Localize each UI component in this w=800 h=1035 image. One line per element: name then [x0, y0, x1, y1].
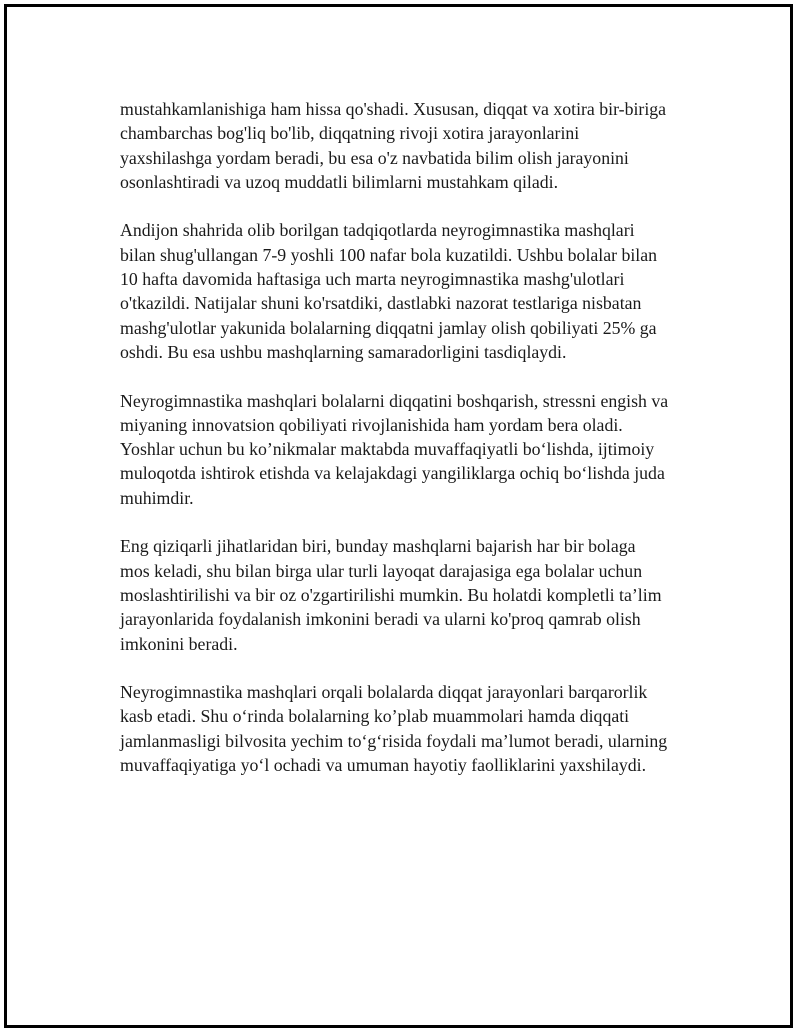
text-line: osonlashtiradi va uzoq muddatli bilimlarni mustahkam qiladi. — [120, 171, 559, 192]
text-line: bilan shug'ullangan 7-9 yoshli 100 nafar bola kuzatildi. Ushbu bolalar bilan — [120, 244, 658, 265]
document-page — [4, 4, 793, 1028]
text-line: miyaning innovatsion qobiliyati rivojlanishida ham yordam bera oladi. — [120, 414, 623, 435]
paragraph-4 — [120, 534, 720, 655]
text-line: muhimdir. — [120, 487, 194, 508]
text-line: kasb etadi. Shu o‘rinda bolalarning ko’plab muammolari hamda diqqati — [120, 706, 630, 727]
text-line: jamlanmasligi bilvosita yechim to‘g‘risida foydali ma’lumot beradi, ularning — [120, 730, 668, 751]
text-line: Neyrogimnastika mashqlari orqali bolalarda diqqat jarayonlari barqarorlik — [120, 682, 648, 703]
paragraph-2 — [120, 218, 720, 364]
text-line: o'tkazildi. Natijalar shuni ko'rsatdiki, dastlabki nazorat testlariga nisbatan — [120, 293, 642, 314]
text-line: moslashtirilishi va bir oz o'zgartirilishi mumkin. Bu holatdi kompletli ta’lim — [120, 584, 662, 605]
text-line: Yoshlar uchun bu ko’nikmalar maktabda muvaffaqiyatli bo‘lishda, ijtimoiy — [120, 439, 655, 460]
text-line: Neyrogimnastika mashqlari bolalarni diqqatini boshqarish, stressni engish va — [120, 390, 669, 411]
paragraph-1 — [120, 97, 720, 194]
text-line: Eng qiziqarli jihatlaridan biri, bunday mashqlarni bajarish har bir bolaga — [120, 536, 636, 557]
text-line: imkonini beradi. — [120, 633, 238, 654]
text-line: mashg'ulotlar yakunida bolalarning diqqatni jamlay olish qobiliyati 25% ga — [120, 317, 657, 338]
text-line: Andijon shahrida olib borilgan tadqiqotlarda neyrogimnastika mashqlari — [120, 220, 635, 241]
text-line: jarayonlarida foydalanish imkonini beradi va ularni ko'proq qamrab olish — [120, 609, 641, 630]
text-line: mos keladi, shu bilan birga ular turli layoqat darajasiga ega bolalar uchun — [120, 560, 643, 581]
text-line: muloqotda ishtirok etishda va kelajakdagi yangiliklarga ochiq bo‘lishda juda — [120, 463, 665, 484]
text-line: muvaffaqiyatiga yo‘l ochadi va umuman hayotiy faolliklarini yaxshilaydi. — [120, 755, 647, 776]
text-line: yaxshilashga yordam beradi, bu esa o'z navbatida bilim olish jarayonini — [120, 147, 629, 168]
document-body — [120, 97, 720, 802]
text-line: mustahkamlanishiga ham hissa qo'shadi. Xususan, diqqat va xotira bir-biriga — [120, 99, 667, 119]
text-line: 10 hafta davomida haftasiga uch marta neyrogimnastika mashg'ulotlari — [120, 269, 625, 290]
text-line: oshdi. Bu esa ushbu mashqlarning samaradorligini tasdiqlaydi. — [120, 341, 567, 362]
paragraph-3 — [120, 389, 720, 510]
text-line: chambarchas bog'liq bo'lib, diqqatning rivoji xotira jarayonlarini — [120, 123, 580, 144]
paragraph-5 — [120, 680, 720, 777]
